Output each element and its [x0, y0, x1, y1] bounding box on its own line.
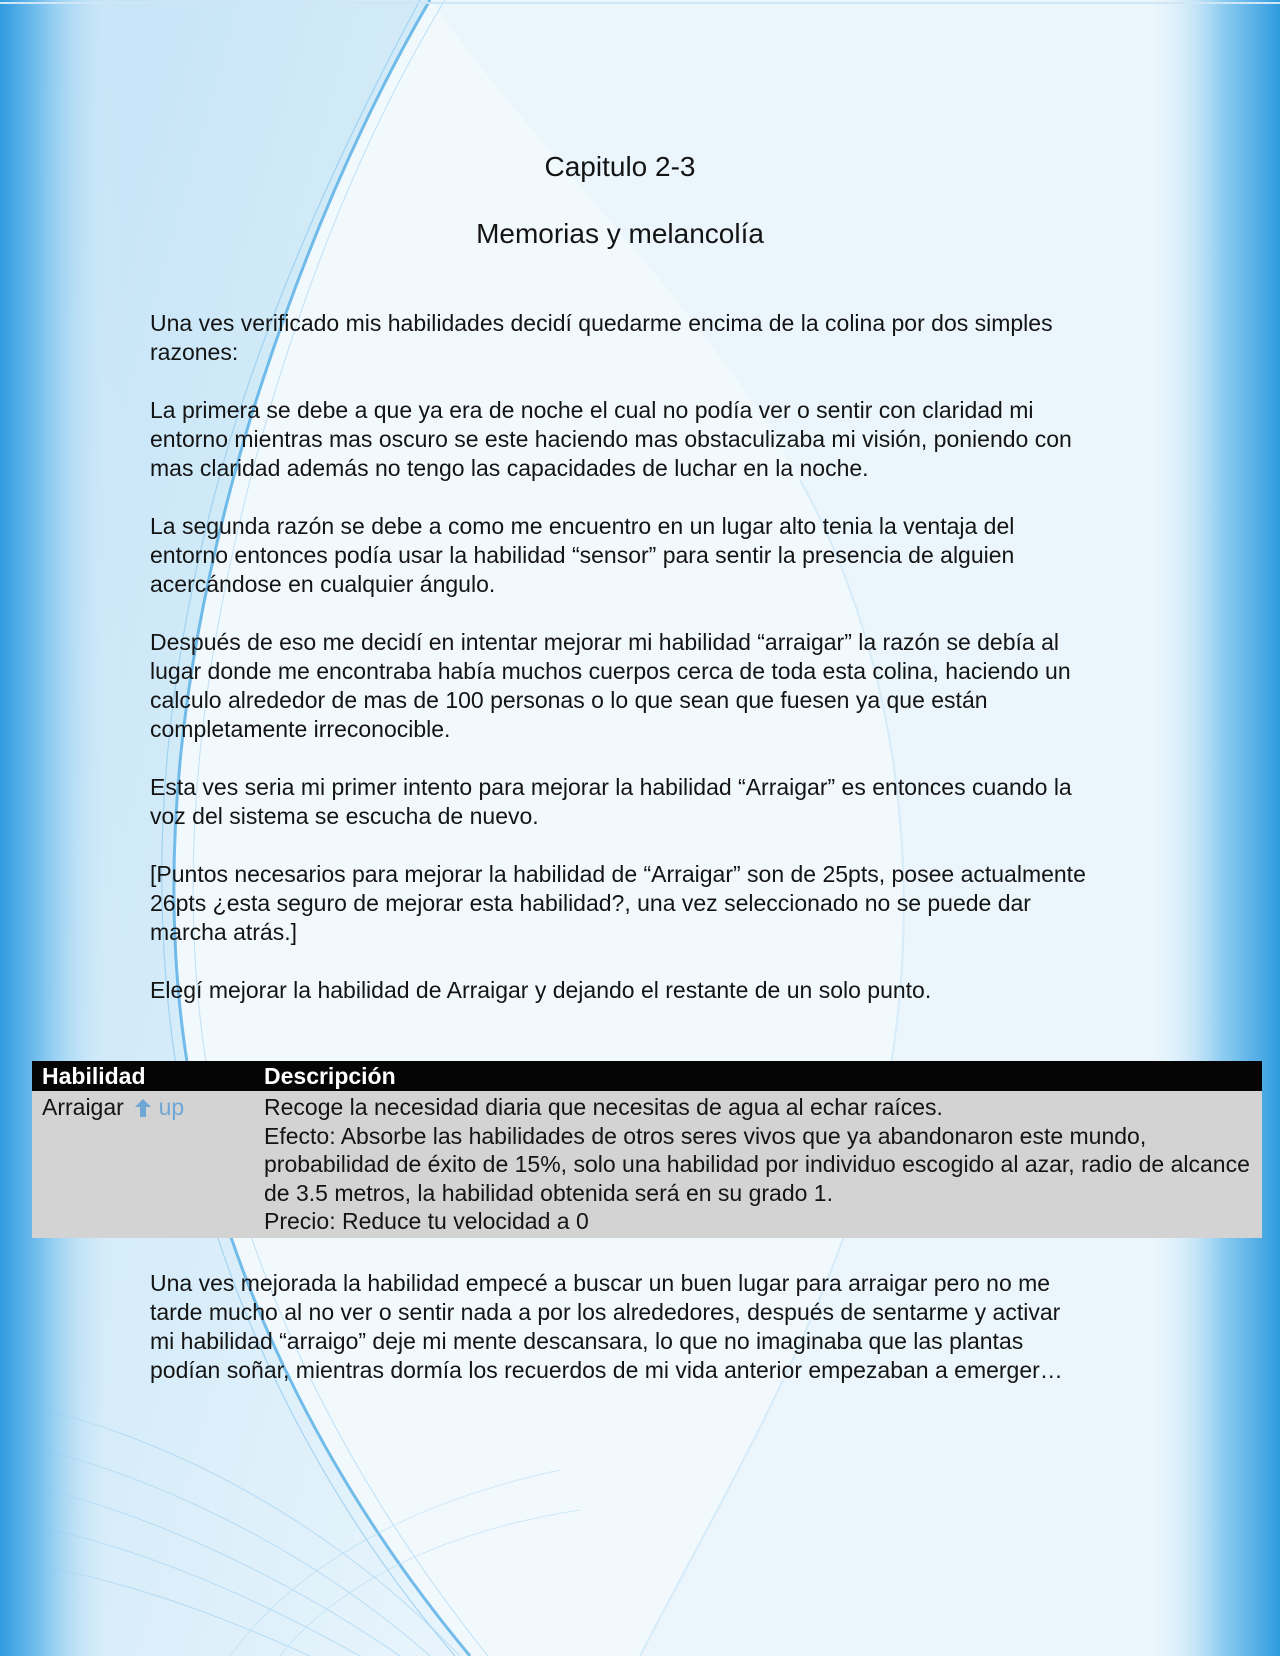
- description-line: Efecto: Absorbe las habilidades de otros seres vivos que ya abandonaron este mundo, probabilidad de éxito de 15%, solo una habilidad por individuo escogido al azar, radio de alcance de 3.5 metros, la habilidad obtenida será en su grado 1.: [264, 1122, 1250, 1206]
- system-message-paragraph: [Puntos necesarios para mejorar la habilidad de “Arraigar” son de 25pts, posee actualmente 26pts ¿esta seguro de mejorar esta habilidad?, una vez seleccionado no se puede dar marcha atrás.]: [150, 861, 1086, 945]
- skill-table-header-row: [32, 1061, 1262, 1091]
- chapter-title: Capitulo 2-3: [544, 151, 696, 182]
- skill-column-header: Habilidad: [32, 1061, 254, 1091]
- skill-upgrade-indicator: [134, 1094, 184, 1120]
- paragraph: La segunda razón se debe a como me encuentro en un lugar alto tenia la ventaja del entorno entonces podía usar la habilidad “sensor” para sentir la presencia de alguien acercándose en cualquier ángulo.: [150, 513, 1015, 597]
- skill-name-cell: [32, 1091, 254, 1238]
- description-line: Recoge la necesidad diaria que necesitas de agua al echar raíces.: [264, 1094, 943, 1120]
- description-line: Precio: Reduce tu velocidad a 0: [264, 1208, 589, 1234]
- paragraph: Después de eso me decidí en intentar mejorar mi habilidad “arraigar” la razón se debía al lugar donde me encontraba había muchos cuerpos cerca de toda esta colina, haciendo un calculo alrededor de mas de 100 personas o lo que sean que fuesen ya que están completamente irreconocible.: [150, 629, 1071, 742]
- paragraph: Esta ves seria mi primer intento para mejorar la habilidad “Arraigar” es entonces cuando la voz del sistema se escucha de nuevo.: [150, 774, 1072, 829]
- upgrade-label: up: [158, 1094, 185, 1120]
- paragraph: Elegí mejorar la habilidad de Arraigar y dejando el restante de un solo punto.: [150, 977, 932, 1003]
- paragraph: La primera se debe a que ya era de noche el cual no podía ver o sentir con claridad mi entorno mientras mas oscuro se este haciendo mas obstaculizaba mi visión, poniendo con mas claridad además no tengo las capacidades de luchar en la noche.: [150, 397, 1072, 481]
- paragraph: Una ves verificado mis habilidades decidí quedarme encima de la colina por dos simples razones:: [150, 310, 1053, 365]
- arrow-up-icon: [134, 1098, 152, 1118]
- skill-name: Arraigar: [42, 1094, 124, 1120]
- skill-table: [32, 1061, 1262, 1238]
- table-row: [32, 1091, 1262, 1238]
- skill-description-cell: [254, 1091, 1262, 1238]
- chapter-body-continued: [150, 1269, 1090, 1414]
- paragraph: Una ves mejorada la habilidad empecé a buscar un buen lugar para arraigar pero no me tarde mucho al no ver o sentir nada a por los alrededores, después de sentarme y activar mi habilidad “arraigo” deje mi mente descansara, lo que no imaginaba que las plantas podían soñar, mientras dormía los recuerdos de mi vida anterior empezaban a emerger…: [150, 1270, 1063, 1383]
- description-column-header: Descripción: [254, 1061, 1262, 1091]
- chapter-body: [150, 309, 1090, 1034]
- chapter-subtitle: Memorias y melancolía: [476, 218, 764, 249]
